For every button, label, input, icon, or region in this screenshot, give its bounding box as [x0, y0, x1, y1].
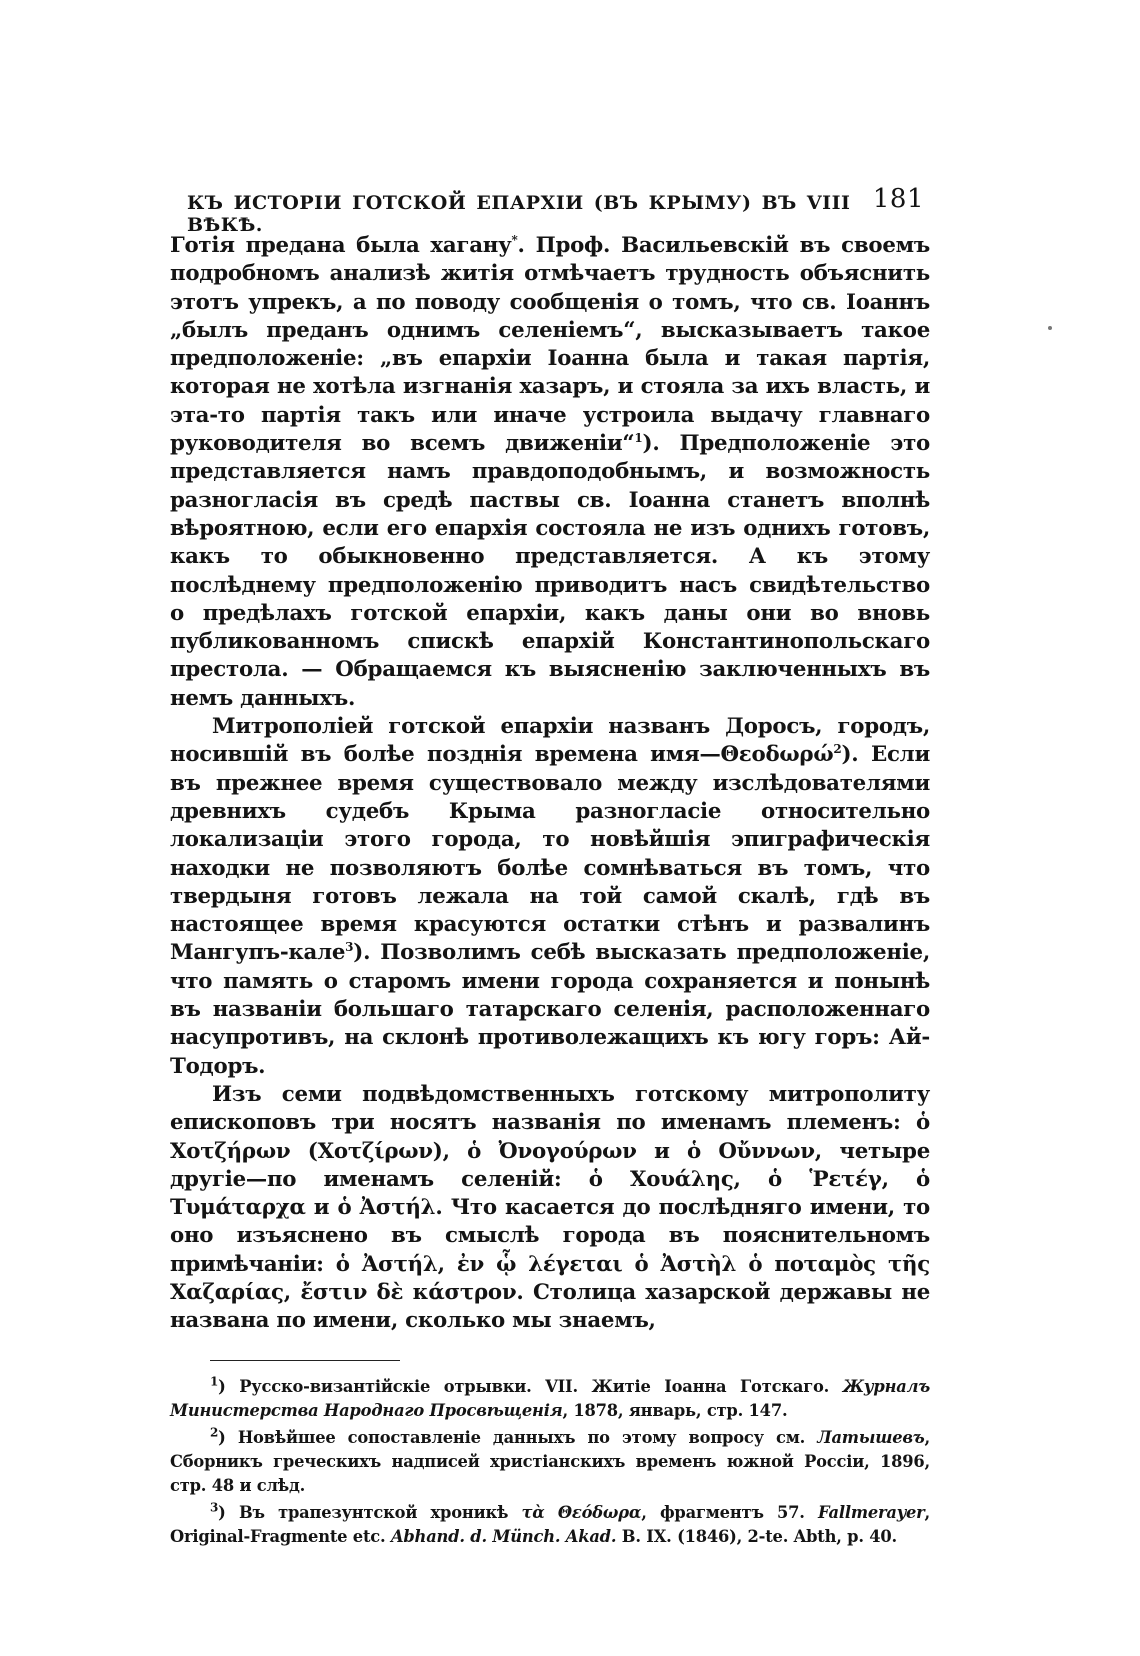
footnote-text: , 1878, январь, стр. 147. — [562, 1400, 788, 1420]
paragraph-text: ). Предположеніе это представляется намъ правдоподобнымъ, и возможность разногласія въ средѣ паствы св. Іоанна станетъ вполнѣ вѣроятною, если его епархія состояла не изъ однихъ готовъ, какъ то обыкновенно представляется. А къ этому послѣднему предположенію приводитъ насъ свидѣтельство о предѣлахъ готской епархіи, какъ даны они во вновь публикованномъ спискѣ епархій Константинопольскаго престола. — Обращаемся къ выясненію заключенныхъ въ немъ данныхъ. — [170, 431, 930, 711]
main-text — [170, 232, 930, 1336]
paragraph-text: . Проф. Васильевскій въ своемъ подробномъ анализѣ житія отмѣчаетъ трудность объяснить этотъ упрекъ, а по поводу сообщенія о томъ, что св. Іоаннъ „былъ преданъ однимъ селеніемъ“, высказываетъ такое предположеніе: „въ епархіи Іоанна была и такая партія, которая не хотѣла изгнанія хазаръ, и стояла за ихъ власть, и эта-то партія такъ или иначе устроила выдачу главнаго руководителя во всемъ движеніи“ — [170, 233, 930, 457]
footnote-text: , Сборникъ греческихъ надписей христіанскихъ временъ южной Россіи, 1896, стр. 48 и слѣд. — [170, 1427, 930, 1495]
paragraph-text: Митрополіей готской епархіи названъ Доросъ, городъ, носившій въ болѣе позднія времена имя—Θεοδωρώ — [170, 714, 930, 768]
paragraph-text: Готія предана была хагану — [170, 233, 512, 258]
footnote-text: ) Русско-византійскіе отрывки. VII. Житіе Іоанна Готскаго. — [218, 1376, 843, 1396]
journal-title: Журналъ Министерства Народнаго Просвѣщенія — [170, 1376, 930, 1420]
footnote-ref: * — [511, 232, 518, 247]
paragraph-3: Изъ семи подвѣдомственныхъ готскому митрополиту епископовъ три носятъ названія по именамъ племенъ: ὁ Χοτζήρων (Χοτζίρων), ὁ Ὀνογούρων и ὁ Οὔννων, четыре другіе—по именамъ селеній: ὁ Χουάλης, ὁ Ῥετέγ, ὁ Τυμάταρχα и ὁ Ἀστήλ. Что касается до послѣдняго имени, то оно изъяснено въ смыслѣ города въ пояснительномъ примѣчаніи: ὁ Ἀστήλ, ἐν ᾧ λέγεται ὁ Ἀστὴλ ὁ ποταμὸς τῆς Χαζαρίας, ἔστιν δὲ κάστρον. Столица хазарской державы не названа по имени, сколько мы знаемъ, — [170, 1081, 930, 1334]
footnote-ref: 3 — [345, 940, 354, 955]
footnote-mark: 3 — [210, 1500, 219, 1515]
footnote-2 — [170, 1426, 930, 1498]
author-name: Fallmerayer — [818, 1502, 925, 1522]
footnote-mark: 1 — [210, 1374, 219, 1389]
paragraph-1 — [170, 232, 930, 713]
footnote-text: ) Въ трапезунтской хроникѣ — [218, 1502, 522, 1522]
footnote-ref: 2 — [833, 742, 842, 757]
footnote-1 — [170, 1375, 930, 1423]
footnotes — [170, 1375, 930, 1549]
footnote-3 — [170, 1501, 930, 1549]
page-number: 181 — [872, 184, 924, 214]
scan-speck — [1048, 326, 1052, 330]
running-head — [170, 180, 930, 236]
paragraph-text: ). Если въ прежнее время существовало между изслѣдователями древнихъ судебъ Крыма разногласіе относительно локализаціи этого города, то новѣйшія эпиграфическія находки не позволяютъ болѣе сомнѣваться въ томъ, что твердыня готовъ лежала на той самой скалѣ, гдѣ въ настоящее время красуются остатки стѣнъ и развалинъ Мангупъ-кале — [170, 742, 930, 966]
document-page — [170, 180, 930, 1552]
footnote-text: , фрагментъ 57. — [641, 1502, 819, 1522]
footnote-divider — [210, 1360, 400, 1361]
paragraph-text: ). Позволимъ себѣ высказать предположеніе, что память о старомъ имени города сохраняется и понынѣ въ названіи большаго татарскаго селенія, расположеннаго насупротивъ, на склонѣ противолежащихъ къ югу горъ: Ай-Тодоръ. — [170, 940, 930, 1079]
footnote-ref: 1 — [634, 430, 643, 445]
author-name: Латышевъ — [817, 1427, 925, 1447]
footnote-mark: 2 — [210, 1425, 219, 1440]
footnote-text: B. IX. (1846), 2-te. Abth, p. 40. — [616, 1526, 897, 1546]
footnote-text: ) Новѣйшее сопоставленіе данныхъ по этому вопросу см. — [218, 1427, 818, 1447]
journal-title: Abhand. d. Münch. Akad. — [390, 1526, 617, 1546]
footnote-text: , Original-Fragmente etc. — [170, 1502, 931, 1546]
greek-term: τὰ Θεόδωρα — [521, 1502, 642, 1522]
paragraph-2 — [170, 713, 930, 1081]
running-title: КЪ ИСТОРІИ ГОТСКОЙ ЕПАРХІИ (ВЪ КРЫМУ) ВЪ VIII ВѢКѢ. — [187, 192, 851, 236]
